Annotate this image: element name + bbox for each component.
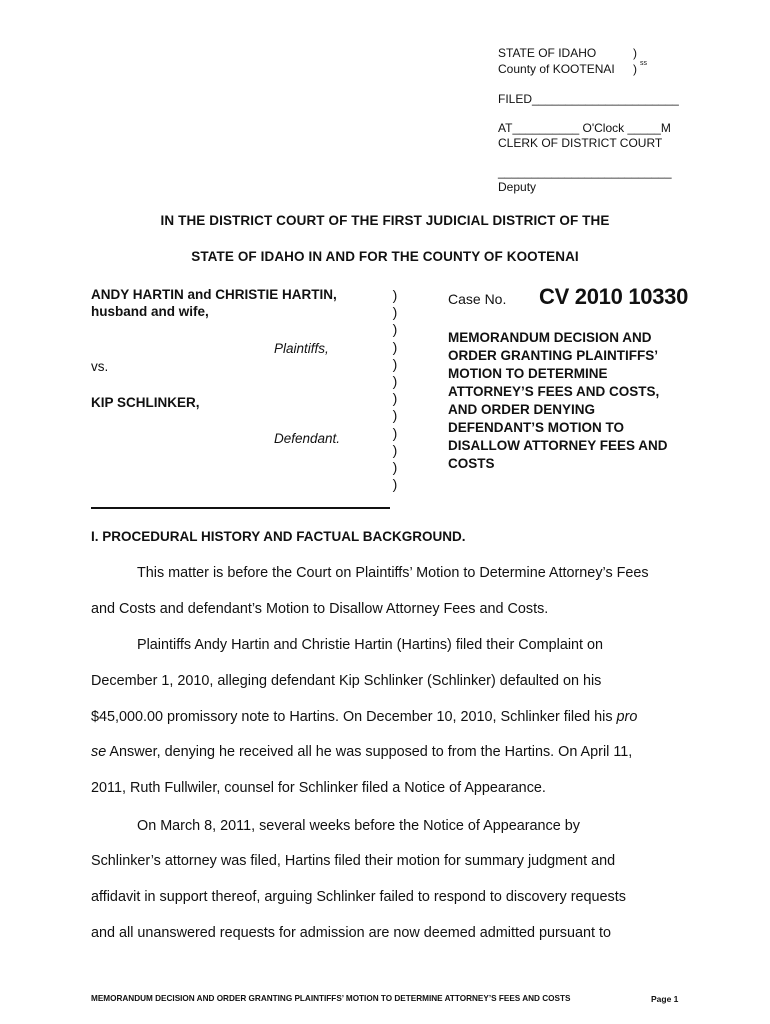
caption-paren: ) xyxy=(392,338,398,355)
caption-paren: ) xyxy=(392,441,398,458)
memo-title-line: ORDER GRANTING PLAINTIFFS’ xyxy=(448,348,658,363)
stamp-filed: FILED______________________ xyxy=(498,92,679,106)
caption-paren: ) xyxy=(392,390,398,407)
page-number: Page 1 xyxy=(651,994,679,1004)
caption-paren: ) xyxy=(392,304,398,321)
body-line: and Costs and defendant’s Motion to Disallow Attorney Fees and Costs. xyxy=(91,601,549,617)
case-number-label: Case No. xyxy=(448,291,507,307)
stamp-at: AT__________ O'Clock _____M xyxy=(498,121,671,135)
body-line: and all unanswered requests for admission are now deemed admitted pursuant to xyxy=(91,925,611,941)
memo-title-line: DISALLOW ATTORNEY FEES AND xyxy=(448,438,668,453)
memo-title-line: MOTION TO DETERMINE xyxy=(448,366,608,381)
body-line: December 1, 2010, alleging defendant Kip Schlinker (Schlinker) defaulted on his xyxy=(91,673,602,689)
body-line: Plaintiffs Andy Hartin and Christie Hartin (Hartins) filed their Complaint on xyxy=(137,637,604,653)
body-line: affidavit in support thereof, arguing Schlinker failed to respond to discovery requests xyxy=(91,889,626,905)
plaintiff-description: husband and wife, xyxy=(91,304,209,319)
stamp-deputy: Deputy xyxy=(498,180,537,194)
body-line: 2011, Ruth Fullwiler, counsel for Schlinker filed a Notice of Appearance. xyxy=(91,780,546,796)
vs-label: vs. xyxy=(91,359,109,374)
plaintiffs-label: Plaintiffs, xyxy=(274,341,329,356)
caption-paren: ) xyxy=(392,373,398,390)
memo-title-line: MEMORANDUM DECISION AND xyxy=(448,330,652,345)
caption-paren-column xyxy=(390,287,400,493)
memo-title-line: DEFENDANT’S MOTION TO xyxy=(448,420,625,435)
defendant-name: KIP SCHLINKER, xyxy=(91,395,200,410)
stamp-ss: ss xyxy=(640,60,647,67)
caption-paren: ) xyxy=(392,476,398,493)
stamp-county-paren: ) xyxy=(633,62,637,76)
memorandum-title xyxy=(448,329,698,473)
caption-paren: ) xyxy=(392,407,398,424)
stamp-state: STATE OF IDAHO xyxy=(498,46,597,60)
body-line: On March 8, 2011, several weeks before the Notice of Appearance by xyxy=(137,818,580,834)
body-line: This matter is before the Court on Plaintiffs’ Motion to Determine Attorney’s Fees xyxy=(137,565,649,581)
caption-underline xyxy=(91,507,390,509)
court-heading-line1: IN THE DISTRICT COURT OF THE FIRST JUDICIAL DISTRICT OF THE xyxy=(160,213,610,228)
body-line: se Answer, denying he received all he was supposed to from the Hartins. On April 11, xyxy=(91,744,633,760)
section-heading: I. PROCEDURAL HISTORY AND FACTUAL BACKGROUND. xyxy=(91,529,466,544)
caption-paren: ) xyxy=(392,355,398,372)
body-line: $45,000.00 promissory note to Hartins. On December 10, 2010, Schlinker filed his pro xyxy=(91,709,638,725)
caption-paren: ) xyxy=(392,287,398,303)
memo-title-line: COSTS xyxy=(448,456,495,471)
footer-title: MEMORANDUM DECISION AND ORDER GRANTING PLAINTIFFS’ MOTION TO DETERMINE ATTORNEY’S FEES AND COSTS xyxy=(91,994,571,1003)
caption-paren: ) xyxy=(392,459,398,476)
body-line: Schlinker’s attorney was filed, Hartins filed their motion for summary judgment and xyxy=(91,853,616,869)
caption-paren: ) xyxy=(392,321,398,338)
plaintiff-names: ANDY HARTIN and CHRISTIE HARTIN, xyxy=(91,287,337,302)
stamp-county: County of KOOTENAI xyxy=(498,62,615,76)
case-number: CV 2010 10330 xyxy=(539,284,689,309)
memo-title-line: AND ORDER DENYING xyxy=(448,402,596,417)
memo-title-line: ATTORNEY’S FEES AND COSTS, xyxy=(448,384,660,399)
court-heading-line2: STATE OF IDAHO IN AND FOR THE COUNTY OF KOOTENAI xyxy=(191,249,579,264)
defendant-label: Defendant. xyxy=(274,431,341,446)
stamp-deputy-line: __________________________ xyxy=(498,165,672,179)
stamp-state-paren: ) xyxy=(633,46,637,60)
stamp-clerk: CLERK OF DISTRICT COURT xyxy=(498,136,663,150)
caption-paren: ) xyxy=(392,424,398,441)
